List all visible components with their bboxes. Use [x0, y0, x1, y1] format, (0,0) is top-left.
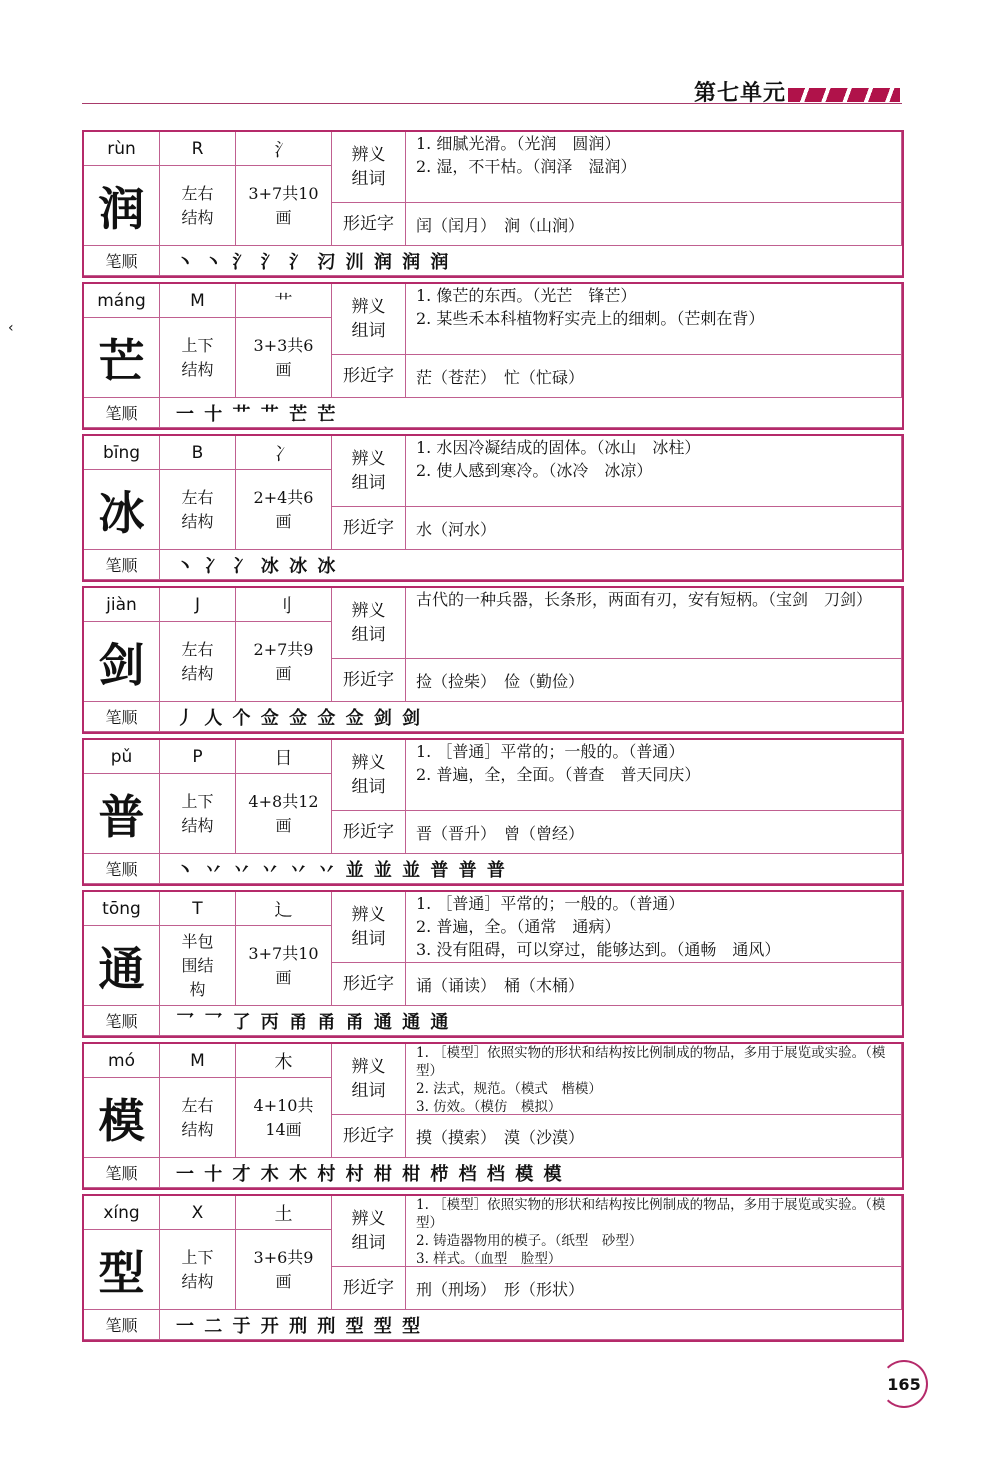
stroke-count-text: 4+10共14画 — [253, 1095, 314, 1139]
meanings — [406, 892, 902, 963]
meaning-label — [332, 132, 406, 203]
meaning-line: 1. ［普通］平常的；一般的。（普通） — [416, 894, 685, 913]
meaning-label-text: 辨义组词 — [351, 1057, 386, 1101]
radical: 艹 — [236, 284, 332, 318]
similar-chars: 捡（捡柴） 俭（勤俭） — [406, 659, 902, 702]
meaning-line: 2. 湿，不干枯。（润泽 湿润） — [416, 157, 637, 176]
stroke-order-label: 笔顺 — [84, 854, 160, 884]
structure — [160, 774, 236, 854]
stroke-count-text: 2+4共6画 — [253, 487, 314, 531]
stroke-order: 一 二 于 开 刑 刑 型 型 型 — [160, 1310, 902, 1340]
initial-letter: M — [160, 284, 236, 318]
radical: 氵 — [236, 132, 332, 166]
character-card — [82, 890, 904, 1038]
stroke-order-label: 笔顺 — [84, 1158, 160, 1188]
meaning-label — [332, 284, 406, 355]
stroke-count — [236, 1230, 332, 1310]
unit-title: 第七单元 — [694, 80, 787, 106]
initial-letter: P — [160, 740, 236, 774]
meanings — [406, 740, 902, 811]
stroke-order-label: 笔顺 — [84, 550, 160, 580]
pinyin: bīng — [84, 436, 160, 470]
stroke-count — [236, 470, 332, 550]
similar-label: 形近字 — [332, 203, 406, 246]
meaning-label — [332, 588, 406, 659]
page-number: 165 — [880, 1360, 928, 1408]
character-card — [82, 586, 904, 734]
stroke-count-text: 3+3共6画 — [253, 335, 314, 379]
meaning-line: 2. 普遍，全，全面。（普查 普天同庆） — [416, 765, 701, 784]
similar-chars: 闰（闰月） 涧（山涧） — [406, 203, 902, 246]
structure-text: 左右结构 — [181, 1095, 214, 1139]
meaning-label — [332, 1196, 406, 1267]
structure — [160, 1230, 236, 1310]
stroke-order: 丶 冫 冫 冰 冰 冰 — [160, 550, 902, 580]
similar-label: 形近字 — [332, 811, 406, 854]
similar-chars: 摸（摸索） 漠（沙漠） — [406, 1115, 902, 1158]
stroke-count — [236, 622, 332, 702]
meanings — [406, 1044, 902, 1115]
character-card — [82, 738, 904, 886]
similar-label: 形近字 — [332, 355, 406, 398]
meaning-line: 1. 细腻光滑。（光润 圆润） — [416, 134, 621, 153]
meanings — [406, 132, 902, 203]
stroke-order: 一 十 艹 艹 芒 芒 — [160, 398, 902, 428]
meaning-label-text: 辨义组词 — [351, 905, 386, 949]
meaning-label-text: 辨义组词 — [351, 753, 386, 797]
big-character: 模 — [84, 1078, 160, 1158]
meaning-label — [332, 892, 406, 963]
radical: 辶 — [236, 892, 332, 926]
pinyin: xíng — [84, 1196, 160, 1230]
structure — [160, 622, 236, 702]
pinyin: rùn — [84, 132, 160, 166]
pinyin: máng — [84, 284, 160, 318]
big-character: 型 — [84, 1230, 160, 1310]
meaning-line: 2. 使人感到寒冷。（冰冷 冰凉） — [416, 461, 653, 480]
character-card — [82, 1042, 904, 1190]
similar-chars: 水（河水） — [406, 507, 902, 550]
radical: 土 — [236, 1196, 332, 1230]
stroke-order: 乛 乛 了 丙 甬 甬 甬 通 通 通 — [160, 1006, 902, 1036]
character-card — [82, 1194, 904, 1342]
structure — [160, 470, 236, 550]
meaning-line: 2. 铸造器物用的模子。（纸型 砂型） — [416, 1233, 643, 1249]
meanings — [406, 588, 902, 659]
meaning-line: 1. 像芒的东西。（光芒 锋芒） — [416, 286, 637, 305]
meaning-line: 3. 样式。（血型 脸型） — [416, 1251, 562, 1267]
structure-text: 上下结构 — [181, 335, 214, 379]
similar-chars: 诵（诵读） 桶（木桶） — [406, 963, 902, 1006]
big-character: 剑 — [84, 622, 160, 702]
radical: 刂 — [236, 588, 332, 622]
similar-chars: 茫（苍茫） 忙（忙碌） — [406, 355, 902, 398]
initial-letter: R — [160, 132, 236, 166]
meaning-line: 古代的一种兵器，长条形，两面有刃，安有短柄。（宝剑 刀剑） — [416, 590, 873, 609]
stroke-count-text: 2+7共9画 — [253, 639, 314, 683]
initial-letter: B — [160, 436, 236, 470]
stroke-count-text: 4+8共12画 — [248, 791, 319, 835]
stroke-order: 丿 人 个 佥 佥 佥 佥 剑 剑 — [160, 702, 902, 732]
structure-text: 左右结构 — [181, 487, 214, 531]
structure-text: 左右结构 — [181, 183, 214, 227]
radical: 木 — [236, 1044, 332, 1078]
stroke-count-text: 3+7共10画 — [248, 943, 319, 987]
initial-letter: X — [160, 1196, 236, 1230]
stroke-count — [236, 318, 332, 398]
meaning-line: 2. 法式，规范。（模式 楷模） — [416, 1081, 602, 1097]
stroke-count — [236, 926, 332, 1006]
stroke-order-label: 笔顺 — [84, 398, 160, 428]
structure — [160, 166, 236, 246]
meaning-label-text: 辨义组词 — [351, 145, 386, 189]
meaning-label-text: 辨义组词 — [351, 449, 386, 493]
character-card — [82, 434, 904, 582]
initial-letter: J — [160, 588, 236, 622]
stroke-count-text: 3+7共10画 — [248, 183, 319, 227]
big-character: 普 — [84, 774, 160, 854]
structure — [160, 1078, 236, 1158]
similar-label: 形近字 — [332, 1115, 406, 1158]
similar-label: 形近字 — [332, 507, 406, 550]
margin-mark: ‹ — [8, 320, 14, 336]
initial-letter: M — [160, 1044, 236, 1078]
similar-chars: 刑（刑场） 形（形状） — [406, 1267, 902, 1310]
radical: 冫 — [236, 436, 332, 470]
structure-text: 半包围结构 — [181, 931, 214, 999]
pinyin: tōng — [84, 892, 160, 926]
stroke-order-label: 笔顺 — [84, 702, 160, 732]
radical: 日 — [236, 740, 332, 774]
meaning-label — [332, 740, 406, 811]
meaning-line: 1. ［普通］平常的；一般的。（普通） — [416, 742, 685, 761]
stroke-order: 丶 丷 丷 丷 丷 丷 並 並 並 普 普 普 — [160, 854, 902, 884]
pinyin: pǔ — [84, 740, 160, 774]
stroke-count — [236, 774, 332, 854]
meaning-line: 2. 某些禾本科植物籽实壳上的细刺。（芒刺在背） — [416, 309, 765, 328]
big-character: 润 — [84, 166, 160, 246]
meaning-line: 1. ［模型］依照实物的形状和结构按比例制成的物品，多用于展览或实验。（模型） — [416, 1045, 886, 1079]
structure-text: 上下结构 — [181, 791, 214, 835]
meanings — [406, 284, 902, 355]
big-character: 芒 — [84, 318, 160, 398]
pinyin: mó — [84, 1044, 160, 1078]
pinyin: jiàn — [84, 588, 160, 622]
meaning-label-text: 辨义组词 — [351, 601, 386, 645]
big-character: 冰 — [84, 470, 160, 550]
structure — [160, 318, 236, 398]
similar-label: 形近字 — [332, 1267, 406, 1310]
meaning-line: 3. 没有阻碍，可以穿过，能够达到。（通畅 通风） — [416, 940, 781, 959]
stroke-order-label: 笔顺 — [84, 1310, 160, 1340]
stroke-order-label: 笔顺 — [84, 246, 160, 276]
stroke-order-label: 笔顺 — [84, 1006, 160, 1036]
meanings — [406, 1196, 902, 1267]
stroke-count — [236, 166, 332, 246]
similar-label: 形近字 — [332, 963, 406, 1006]
character-card — [82, 282, 904, 430]
meaning-line: 3. 仿效。（模仿 模拟） — [416, 1099, 562, 1115]
initial-letter: T — [160, 892, 236, 926]
unit-title-stripes — [788, 88, 900, 102]
stroke-count — [236, 1078, 332, 1158]
structure-text: 上下结构 — [181, 1247, 214, 1291]
structure — [160, 926, 236, 1006]
big-character: 通 — [84, 926, 160, 1006]
similar-label: 形近字 — [332, 659, 406, 702]
meanings — [406, 436, 902, 507]
meaning-label-text: 辨义组词 — [351, 297, 386, 341]
meaning-line: 2. 普遍，全。（通常 通病） — [416, 917, 621, 936]
meaning-label-text: 辨义组词 — [351, 1209, 386, 1253]
stroke-order: 一 十 才 木 木 村 村 柑 柑 栉 档 档 模 模 — [160, 1158, 902, 1188]
stroke-count-text: 3+6共9画 — [253, 1247, 314, 1291]
meaning-line: 1. 水因冷凝结成的固体。（冰山 冰柱） — [416, 438, 701, 457]
meaning-label — [332, 1044, 406, 1115]
meaning-label — [332, 436, 406, 507]
stroke-order: 丶 丶 氵 氵 氵 汈 汌 润 润 润 — [160, 246, 902, 276]
similar-chars: 晋（晋升） 曾（曾经） — [406, 811, 902, 854]
structure-text: 左右结构 — [181, 639, 214, 683]
meaning-line: 1. ［模型］依照实物的形状和结构按比例制成的物品，多用于展览或实验。（模型） — [416, 1197, 886, 1231]
character-card — [82, 130, 904, 278]
